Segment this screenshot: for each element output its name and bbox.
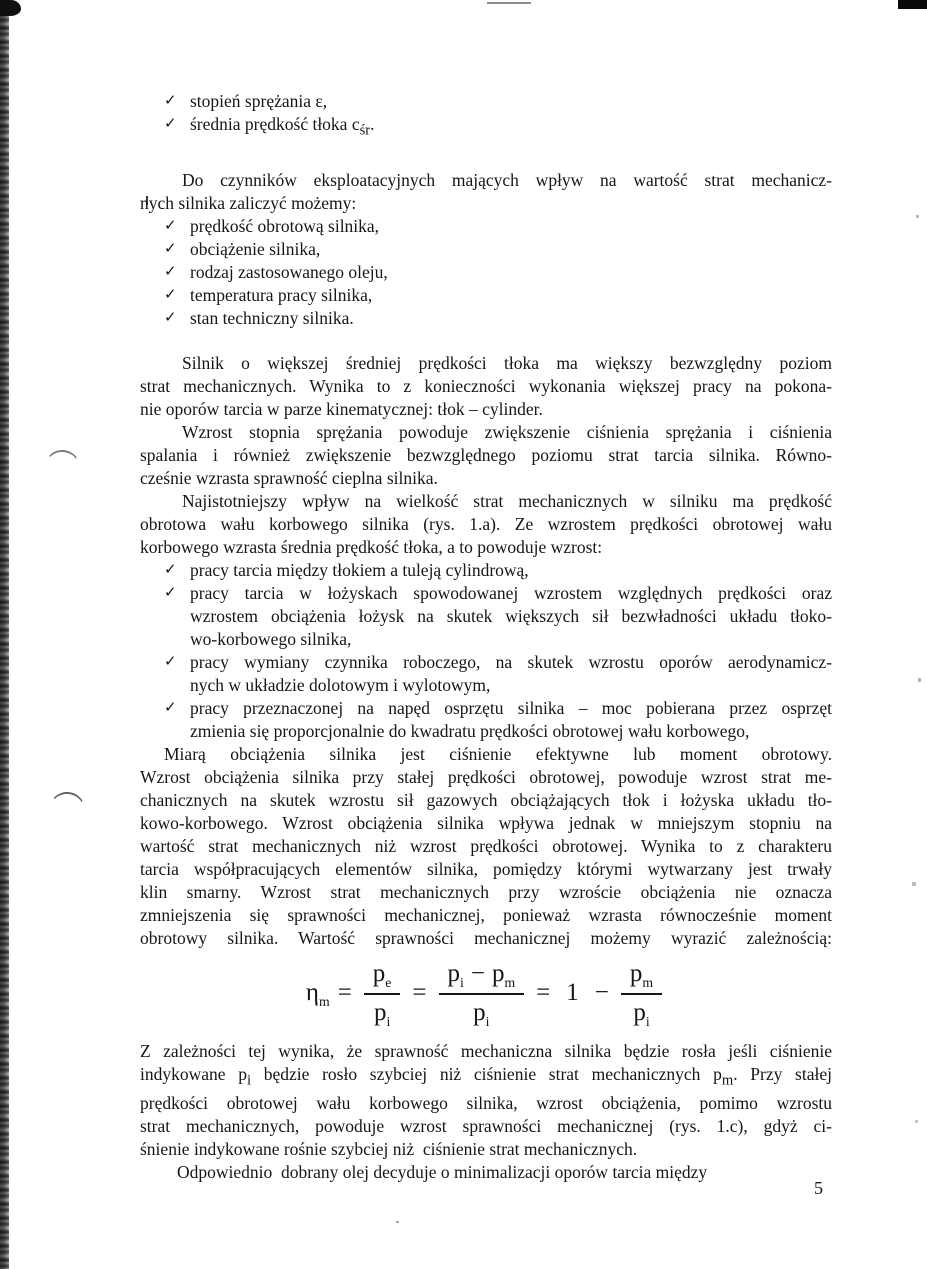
scan-speck <box>912 882 916 886</box>
checkmark-icon: ✓ <box>164 217 177 234</box>
text-line: Odpowiednio dobrany olej decyduje o minimalizacji oporów tarcia między <box>177 1162 708 1182</box>
text-line: spalania i również zwiększenie bezwzględnego poziomu strat tarcia silnika. Równo- <box>140 444 832 465</box>
checkmark-icon: ✓ <box>164 240 177 257</box>
list-item-text: stopień sprężania ε, <box>190 91 328 111</box>
scan-binding-artifact <box>0 0 9 1269</box>
checkmark-icon: ✓ <box>164 286 177 303</box>
numerator: $p_m$ <box>621 960 662 995</box>
fraction-pm-over-pi <box>621 960 662 1028</box>
checkmark-icon: ✓ <box>164 561 177 578</box>
list-item <box>140 238 832 261</box>
text-line: nych silnika zaliczyć możemy: <box>140 192 357 213</box>
list-item <box>140 261 832 284</box>
list-item <box>140 215 832 238</box>
numerator: $p_e$ <box>364 960 401 995</box>
text-line: Z zależności tej wynika, że sprawność mechaniczna silnika będzie rosła jeśli ciśnienie <box>140 1040 832 1061</box>
minus-sign: − <box>594 979 609 1007</box>
paragraph <box>140 421 832 490</box>
text-line: Wzrost obciążenia silnika przy stałej prędkości obrotowej, powoduje wzrost strat me- <box>140 766 832 787</box>
text-line: klin smarny. Wzrost strat mechanicznych przy wzroście obciążenia nie oznacza <box>140 881 832 902</box>
scan-top-right-artifact <box>898 0 927 9</box>
equals-sign: = <box>337 979 352 1007</box>
list-item-text: stan techniczny silnika. <box>190 307 354 328</box>
equals-sign: = <box>412 979 427 1007</box>
spacer <box>140 143 832 169</box>
margin-pencil-arc <box>49 790 87 812</box>
text-line: wo-korbowego silnika, <box>190 628 352 649</box>
scan-speck <box>915 1120 918 1123</box>
checkmark-icon: ✓ <box>164 309 177 326</box>
fraction-pe-over-pi <box>364 960 401 1028</box>
list-item-text: obciążenie silnika, <box>190 238 321 259</box>
text-line: nych w układzie dolotowym i wylotowym, <box>190 674 491 695</box>
denominator: $p_i$ <box>473 998 490 1029</box>
list-item-text: średnia prędkość tłoka $c_{śr}$. <box>190 114 375 139</box>
text-line: tarcia współpracujących elementów silnika, pomiędzy którymi wytwarzany jest trwały <box>140 858 832 879</box>
checkmark-icon: ✓ <box>164 116 177 132</box>
list-item <box>140 90 832 113</box>
text-line: pracy wymiany czynnika roboczego, na skutek wzrostu oporów aerodynamicz- <box>190 651 832 672</box>
checkmark-icon: ✓ <box>164 93 177 109</box>
checkmark-icon: ✓ <box>164 584 177 601</box>
text-line: zmienia się proporcjonalnie do kwadratu prędkości obrotowej wału korbowego, <box>190 720 750 741</box>
text-line: wzrostem obciążenia łożysk na skutek większych sił bezwładności układu tłoko- <box>190 605 832 626</box>
numerator: $p_i - p_m$ <box>439 960 525 995</box>
paragraph <box>140 1040 832 1162</box>
margin-pencil-arc <box>45 449 80 467</box>
checkmark-icon: ✓ <box>164 263 177 280</box>
text-line: prędkości obrotowej wału korbowego silnika, wzrost obciążenia, pomimo wzrostu <box>140 1093 832 1113</box>
list-item <box>140 559 832 582</box>
text-line: strat mechanicznych. Wynika to z konieczności wykonania większej pracy na pokona- <box>140 375 832 396</box>
text-line: cześnie wzrasta sprawność cieplna silnika. <box>140 467 438 488</box>
list-item <box>140 113 832 143</box>
list-item-text: prędkość obrotową silnika, <box>190 215 380 236</box>
text-line: śnienie indykowane rośnie szybciej niż ciśnienie strat mechanicznych. <box>140 1139 638 1159</box>
paragraph <box>140 1161 832 1184</box>
text-line: korbowego wzrasta średnia prędkość tłoka, a to powoduje wzrost: <box>140 536 603 557</box>
text-line: Najistotniejszy wpływ na wielkość strat mechanicznych w silniku ma prędkość <box>182 490 832 511</box>
text-line: pracy tarcia w łożyskach spowodowanej wzrostem względnych prędkości oraz <box>190 582 832 603</box>
list-item <box>140 582 832 651</box>
bullet-list <box>140 559 832 743</box>
list-item <box>140 697 832 743</box>
text-line: kowo-korbowego. Wzrost obciążenia silnika wpływa jednak w mniejszym stopniu na <box>140 812 832 833</box>
equals-sign: = <box>536 979 551 1007</box>
spacer <box>140 330 832 352</box>
scan-speck <box>916 215 919 218</box>
paragraph <box>140 169 832 215</box>
text-line: Wzrost stopnia sprężania powoduje zwiększenie ciśnienia sprężania i ciśnienia <box>182 421 832 442</box>
text-line: Silnik o większej średniej prędkości tłoka ma większy bezwzględny poziom <box>182 352 832 373</box>
scan-speck <box>396 1221 399 1223</box>
denominator: $p_i$ <box>373 998 391 1029</box>
text-line: pracy przeznaczonej na napęd osprzętu silnika – moc pobierana przez osprzęt <box>190 697 832 718</box>
denominator: $p_i$ <box>633 998 650 1029</box>
paragraph <box>140 490 832 559</box>
minus-sign: − <box>470 959 485 987</box>
list-item <box>140 651 832 697</box>
fraction-pi-minus-pm-over-pi <box>439 960 525 1028</box>
text-line: pracy tarcia między tłokiem a tuleją cylindrową, <box>190 559 529 580</box>
checkmark-icon: ✓ <box>164 653 177 670</box>
list-item-text: temperatura pracy silnika, <box>190 284 373 305</box>
text-column <box>140 90 832 1184</box>
scan-speck <box>918 678 921 682</box>
text-line: zmniejszenia się sprawności mechanicznej, ponieważ wzrasta równocześnie moment <box>140 904 832 925</box>
scan-corner-artifact <box>0 0 21 16</box>
text-line: nie oporów tarcia w parze kinematycznej: tłok – cylinder. <box>140 398 543 419</box>
bullet-list <box>140 90 832 143</box>
text-line: wartość strat mechanicznych niż wzrost prędkości obrotowej. Wynika to z charakteru <box>140 835 832 856</box>
one-literal: 1 <box>566 979 579 1007</box>
text-line: indykowane $p_i$ będzie rosło szybciej niż ciśnienie strat mechanicznych $p_m$. Przy stałej <box>140 1063 832 1088</box>
page-number: 5 <box>814 1178 823 1198</box>
list-item-text: rodzaj zastosowanego oleju, <box>190 261 388 282</box>
list-item <box>140 284 832 307</box>
paragraph <box>140 743 832 950</box>
text-line: obrotowy silnika. Wartość sprawności mechanicznej możemy wyrazić zależnością: <box>140 927 832 948</box>
scan-top-line-artifact <box>487 2 531 4</box>
text-line: strat mechanicznych, powoduje wzrost sprawności mechanicznej (rys. 1.c), gdyż ci- <box>140 1116 832 1136</box>
checkmark-icon: ✓ <box>164 699 177 716</box>
text-line: Miarą obciążenia silnika jest ciśnienie efektywne lub moment obrotowy. <box>164 743 832 764</box>
mechanical-efficiency-formula <box>140 958 832 1030</box>
list-item <box>140 307 832 330</box>
bullet-list <box>140 215 832 330</box>
eta-m-symbol: $\eta_m$ <box>305 979 330 1010</box>
text-line: obrotowa wału korbowego silnika (rys. 1.a). Ze wzrostem prędkości obrotowej wału <box>140 513 832 534</box>
text-line: Do czynników eksploatacyjnych mających wpływ na wartość strat mechanicz- <box>182 169 832 190</box>
text-line: chanicznych na skutek wzrostu sił gazowych obciążających tłok i łożyska układu tło- <box>140 789 832 810</box>
paragraph <box>140 352 832 421</box>
